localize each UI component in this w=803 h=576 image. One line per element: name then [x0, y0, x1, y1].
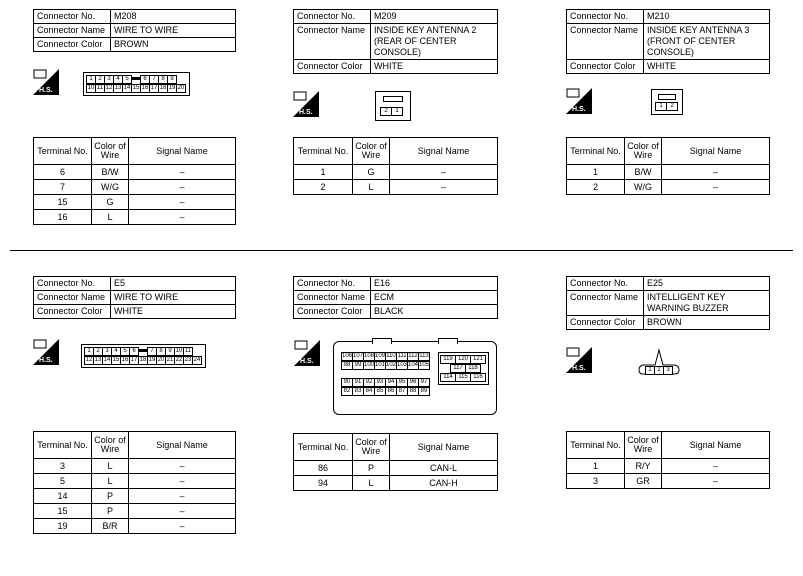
signal-name: –: [129, 165, 236, 180]
connector-pin: 6: [129, 347, 139, 356]
connector-pin: 83: [352, 387, 364, 396]
terminal-no-header: Terminal No.: [294, 138, 353, 165]
connector-pin: 84: [363, 387, 375, 396]
connector-pin: 12: [105, 85, 113, 91]
connector-pin: 7: [149, 75, 159, 84]
terminal-number: 16: [34, 210, 92, 225]
connector-pin: 99: [352, 361, 364, 370]
connector-pin: 102: [386, 362, 397, 368]
connector-pin: 115: [455, 373, 471, 382]
terminal-number: 19: [34, 519, 92, 534]
signal-name: –: [662, 165, 770, 180]
terminal-row: [34, 195, 236, 210]
connector-pin: 19: [148, 357, 156, 363]
terminal-number: 86: [294, 461, 353, 476]
terminal-row: [567, 180, 770, 195]
connector-pin: 116: [470, 373, 486, 382]
wire-color: L: [353, 180, 390, 195]
signal-name-header: Signal Name: [129, 432, 236, 459]
wire-color: L: [353, 476, 390, 491]
connector-pin: 88: [407, 387, 419, 396]
connector-no-label: Connector No.: [294, 277, 371, 291]
connector-pin: 21: [166, 357, 174, 363]
wire-color-header: Color of Wire: [353, 138, 390, 165]
hs-icon: [33, 69, 59, 95]
connector-pin: 103: [397, 362, 408, 368]
connector-pin: 17: [150, 85, 158, 91]
connector-pin: 1: [84, 347, 94, 356]
connector-pin: 19: [168, 85, 176, 91]
connector-pin: 112: [408, 353, 418, 359]
connector-pin: 4: [113, 75, 123, 84]
connector-pin: 13: [94, 357, 102, 363]
terminal-no-header: Terminal No.: [294, 434, 353, 461]
connector-info-m210: [566, 9, 770, 74]
connector-pin: 3: [104, 75, 114, 84]
signal-name: –: [129, 195, 236, 210]
connector-pin: 7: [147, 347, 157, 356]
connector-pin: 3: [663, 366, 673, 375]
connector-pin: 96: [407, 378, 419, 387]
terminal-no-header: Terminal No.: [34, 138, 92, 165]
connector-no-value: M210: [644, 10, 770, 24]
connector-pin: 13: [114, 85, 122, 91]
connector-pin: 110: [386, 353, 396, 359]
svg-text:H.S.: H.S.: [39, 87, 53, 94]
signal-name: –: [662, 459, 770, 474]
connector-pin: 16: [121, 357, 129, 363]
signal-name: –: [129, 489, 236, 504]
wire-color-header: Color of Wire: [92, 432, 129, 459]
connector-color-value: BROWN: [644, 316, 770, 330]
connector-color-value: WHITE: [644, 60, 770, 74]
svg-text:H.S.: H.S.: [299, 109, 313, 116]
connector-pin: 105: [419, 362, 430, 368]
connector-no-value: E25: [644, 277, 770, 291]
terminal-number: 1: [294, 165, 353, 180]
terminal-number: 15: [34, 195, 92, 210]
connector-pin: 20: [177, 85, 185, 91]
terminal-number: 94: [294, 476, 353, 491]
wire-color: P: [353, 461, 390, 476]
connector-pin: 107: [353, 353, 364, 359]
connector-pin: 8: [158, 75, 168, 84]
connector-pin: 104: [408, 362, 419, 368]
connector-pin: 22: [175, 357, 183, 363]
connector-name-label: Connector Name: [34, 24, 111, 38]
connector-info-e16: [293, 276, 498, 319]
terminal-table-m210: [566, 137, 770, 195]
connector-pin: 114: [440, 373, 456, 382]
connector-pin: 24: [193, 357, 201, 363]
terminal-number: 6: [34, 165, 92, 180]
connector-color-label: Connector Color: [294, 305, 371, 319]
signal-name: –: [390, 165, 498, 180]
connector-face-e5: [81, 344, 206, 368]
connector-face-m209: [375, 91, 411, 121]
connector-face-e25: [637, 346, 681, 378]
terminal-table-m208: [33, 137, 236, 225]
connector-pin: 121: [470, 355, 486, 364]
connector-color-label: Connector Color: [34, 38, 111, 52]
connector-pin: 14: [123, 85, 131, 91]
hs-icon: [566, 88, 592, 114]
connector-pin: 91: [352, 378, 364, 387]
connector-name-label: Connector Name: [567, 24, 644, 60]
terminal-number: 3: [34, 459, 92, 474]
connector-pin: 1: [86, 75, 96, 84]
connector-pin: 9: [167, 75, 177, 84]
connector-name-label: Connector Name: [34, 291, 111, 305]
terminal-row: [567, 165, 770, 180]
hs-icon: [33, 339, 59, 365]
connector-color-label: Connector Color: [567, 316, 644, 330]
signal-name-header: Signal Name: [129, 138, 236, 165]
connector-no-value: E16: [371, 277, 498, 291]
signal-name-header: Signal Name: [390, 434, 498, 461]
connector-pin: 18: [139, 357, 147, 363]
terminal-row: [567, 459, 770, 474]
signal-name: –: [129, 474, 236, 489]
terminal-row: [34, 210, 236, 225]
connector-pin: 2: [380, 107, 392, 116]
connector-pin: 11: [96, 85, 104, 91]
connector-no-label: Connector No.: [34, 277, 111, 291]
connector-pin: 85: [374, 387, 386, 396]
connector-color-label: Connector Color: [34, 305, 111, 319]
connector-pin: 94: [385, 378, 397, 387]
signal-name: –: [390, 180, 498, 195]
signal-name: –: [662, 474, 770, 489]
connector-pin: 3: [102, 347, 112, 356]
terminal-table-m209: [293, 137, 498, 195]
connector-pin: 98: [341, 361, 353, 370]
connector-info-m209: [293, 9, 498, 74]
signal-name: –: [129, 504, 236, 519]
signal-name: CAN-L: [390, 461, 498, 476]
hs-icon: [294, 340, 320, 366]
connector-name-value: INSIDE KEY ANTENNA 2 (REAR OF CENTER CONSOLE): [371, 24, 498, 60]
wire-color: G: [353, 165, 390, 180]
terminal-number: 1: [567, 165, 625, 180]
connector-info-e5: [33, 276, 236, 319]
connector-pin: 1: [391, 107, 403, 116]
svg-text:H.S.: H.S.: [300, 358, 314, 365]
connector-color-value: WHITE: [111, 305, 236, 319]
wire-color: L: [92, 210, 129, 225]
wire-color-header: Color of Wire: [353, 434, 390, 461]
terminal-row: [294, 165, 498, 180]
connector-name-label: Connector Name: [294, 24, 371, 60]
connector-name-value: ECM: [371, 291, 498, 305]
signal-name: –: [129, 519, 236, 534]
connector-pin: 106: [342, 353, 353, 359]
connector-pin: 1: [645, 366, 655, 375]
connector-pin: 5: [120, 347, 130, 356]
terminal-row: [34, 519, 236, 534]
wire-color: L: [92, 474, 129, 489]
signal-name-header: Signal Name: [662, 138, 770, 165]
connector-color-value: BLACK: [371, 305, 498, 319]
wire-color: P: [92, 489, 129, 504]
terminal-no-header: Terminal No.: [34, 432, 92, 459]
connector-pin: 119: [440, 355, 456, 364]
signal-name: –: [129, 180, 236, 195]
connector-pin: 5: [122, 75, 132, 84]
connector-name-value: INSIDE KEY ANTENNA 3 (FRONT OF CENTER CONSOLE): [644, 24, 770, 60]
connector-pin: 2: [666, 102, 678, 111]
terminal-number: 2: [294, 180, 353, 195]
terminal-row: [34, 459, 236, 474]
connector-info-m208: [33, 9, 236, 52]
connector-name-label: Connector Name: [567, 291, 644, 316]
connector-pin: 82: [341, 387, 353, 396]
connector-pin: 109: [375, 353, 386, 359]
connector-pin: 87: [396, 387, 408, 396]
wire-color: G: [92, 195, 129, 210]
connector-pin: 14: [103, 357, 111, 363]
connector-pin: 101: [375, 362, 386, 368]
connector-pin: 118: [465, 364, 481, 373]
connector-no-value: M209: [371, 10, 498, 24]
connector-pin: 10: [87, 85, 95, 91]
connector-pin: 9: [165, 347, 175, 356]
connector-pin: 92: [363, 378, 375, 387]
connector-pin: 6: [140, 75, 150, 84]
wire-color: L: [92, 459, 129, 474]
connector-name-value: INTELLIGENT KEY WARNING BUZZER: [644, 291, 770, 316]
terminal-number: 3: [567, 474, 625, 489]
terminal-row: [294, 476, 498, 491]
wire-color: B/W: [625, 165, 662, 180]
terminal-row: [294, 180, 498, 195]
terminal-number: 5: [34, 474, 92, 489]
connector-pin: 2: [95, 75, 105, 84]
signal-name-header: Signal Name: [390, 138, 498, 165]
connector-pin: 1: [655, 102, 667, 111]
connector-pin: 15: [132, 85, 140, 91]
connector-pin: 113: [419, 353, 429, 359]
section-divider: [10, 250, 793, 251]
connector-pin: 93: [374, 378, 386, 387]
connector-face-m210: [651, 89, 683, 115]
connector-info-e25: [566, 276, 770, 330]
terminal-row: [294, 461, 498, 476]
connector-pin: 15: [112, 357, 120, 363]
terminal-number: 2: [567, 180, 625, 195]
terminal-row: [34, 504, 236, 519]
connector-name-label: Connector Name: [294, 291, 371, 305]
terminal-row: [567, 474, 770, 489]
connector-no-value: M208: [111, 10, 236, 24]
connector-pin: 23: [184, 357, 192, 363]
svg-text:H.S.: H.S.: [39, 357, 53, 364]
connector-pin: 4: [111, 347, 121, 356]
connector-pin: 16: [141, 85, 149, 91]
connector-pin: 90: [341, 378, 353, 387]
connector-pin: 117: [450, 364, 466, 373]
connector-pin: 95: [396, 378, 408, 387]
connector-pin: 86: [385, 387, 397, 396]
connector-no-label: Connector No.: [567, 277, 644, 291]
connector-no-label: Connector No.: [34, 10, 111, 24]
hs-icon: [293, 91, 319, 117]
signal-name: –: [129, 459, 236, 474]
signal-name: –: [129, 210, 236, 225]
connector-pin: 12: [85, 357, 93, 363]
connector-pin: 10: [175, 348, 183, 354]
signal-name: CAN-H: [390, 476, 498, 491]
connector-pin: 2: [93, 347, 103, 356]
connector-color-value: BROWN: [111, 38, 236, 52]
terminal-row: [34, 489, 236, 504]
signal-name: –: [662, 180, 770, 195]
terminal-row: [34, 165, 236, 180]
connector-pin: 8: [156, 347, 166, 356]
connector-pin: 89: [418, 387, 430, 396]
connector-name-value: WIRE TO WIRE: [111, 291, 236, 305]
terminal-no-header: Terminal No.: [567, 138, 625, 165]
terminal-row: [34, 474, 236, 489]
wire-color: GR: [625, 474, 662, 489]
connector-color-value: WHITE: [371, 60, 498, 74]
wire-color: W/G: [92, 180, 129, 195]
connector-pin: 17: [130, 357, 138, 363]
terminal-no-header: Terminal No.: [567, 432, 625, 459]
connector-pin: 111: [397, 353, 407, 359]
terminal-number: 15: [34, 504, 92, 519]
signal-name-header: Signal Name: [662, 432, 770, 459]
terminal-row: [34, 180, 236, 195]
connector-no-value: E5: [111, 277, 236, 291]
terminal-number: 1: [567, 459, 625, 474]
terminal-table-e25: [566, 431, 770, 489]
wire-color-header: Color of Wire: [92, 138, 129, 165]
terminal-table-e5: [33, 431, 236, 534]
connector-pin: 108: [364, 353, 375, 359]
connector-no-label: Connector No.: [567, 10, 644, 24]
connector-pin: 20: [157, 357, 165, 363]
hs-icon: [566, 347, 592, 373]
wire-color: W/G: [625, 180, 662, 195]
connector-pin: 11: [184, 348, 192, 354]
wire-color: R/Y: [625, 459, 662, 474]
connector-pin: 120: [455, 355, 471, 364]
svg-text:H.S.: H.S.: [572, 106, 586, 113]
connector-pin: 18: [159, 85, 167, 91]
svg-text:H.S.: H.S.: [572, 365, 586, 372]
wire-color: B/W: [92, 165, 129, 180]
connector-face-e16: [333, 341, 497, 415]
wire-color: B/R: [92, 519, 129, 534]
connector-no-label: Connector No.: [294, 10, 371, 24]
connector-color-label: Connector Color: [567, 60, 644, 74]
terminal-number: 14: [34, 489, 92, 504]
wire-color-header: Color of Wire: [625, 432, 662, 459]
connector-face-m208: [83, 72, 190, 96]
wire-color: P: [92, 504, 129, 519]
wire-color-header: Color of Wire: [625, 138, 662, 165]
connector-name-value: WIRE TO WIRE: [111, 24, 236, 38]
connector-pin: 97: [418, 378, 430, 387]
connector-color-label: Connector Color: [294, 60, 371, 74]
terminal-number: 7: [34, 180, 92, 195]
connector-pin: 100: [364, 362, 375, 368]
connector-pin: 2: [654, 366, 664, 375]
terminal-table-e16: [293, 433, 498, 491]
